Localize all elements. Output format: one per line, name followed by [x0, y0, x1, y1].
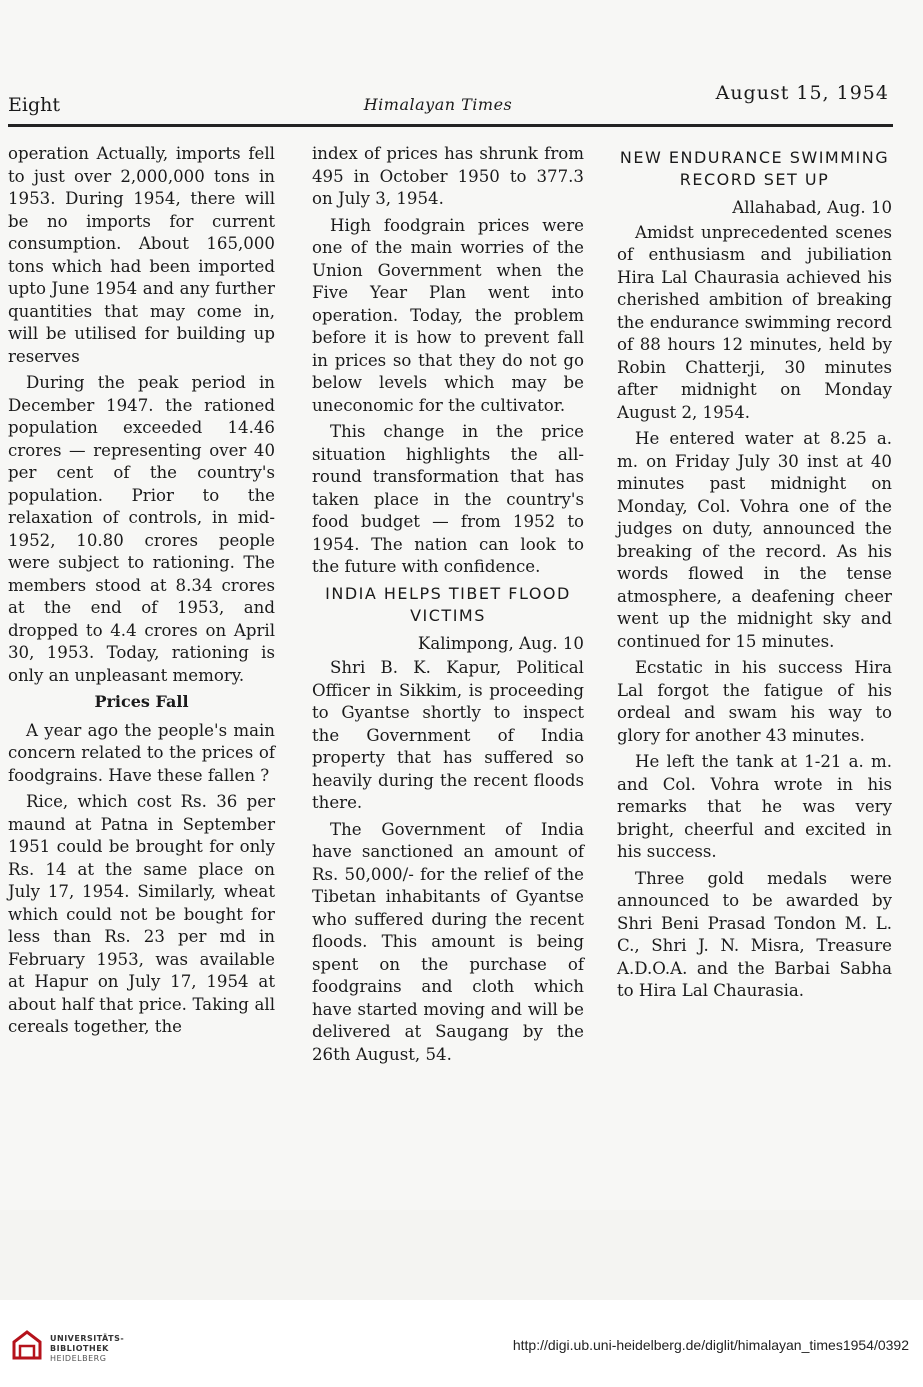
headline-swimming-record: NEW ENDURANCE SWIMMING RECORD SET UP: [619, 148, 890, 189]
issue-date: August 15, 1954: [715, 82, 889, 104]
header-rule: [8, 124, 893, 127]
library-name-line: BIBLIOTHEK: [50, 1344, 109, 1353]
article-paragraph: A year ago the people's main concern related to the prices of foodgrains. Have these fallen ?: [8, 720, 275, 785]
masthead: Himalayan Times: [363, 95, 513, 114]
article-paragraph: He left the tank at 1-21 a. m. and Col. Vohra wrote in his remarks that he was very bright, cheerful and excited in his success.: [617, 752, 892, 861]
dateline: Kalimpong, Aug. 10: [417, 633, 584, 653]
article-paragraph: Shri B. K. Kapur, Political Officer in Sikkim, is proceeding to Gyantse shortly to inspect the Government of India property that has suffered so heavily during the recent floods there.: [312, 658, 584, 812]
article-paragraph: This change in the price situation highlights the all-round transformation that has taken place in the country's food budget — from 1952 to 1954. The nation can look to the future with confidence.: [312, 422, 584, 576]
library-logo-icon: [10, 1328, 44, 1366]
article-paragraph: Amidst unprecedented scenes of enthusiasm and jubiliation Hira Lal Chaurasia achieved his cherished ambition of breaking the endurance swimming record of 88 hours 12 minutes, held by Robin Chatterji, 30 minutes after midnight on Monday August 2, 1954.: [617, 222, 892, 422]
article-paragraph: Ecstatic in his success Hira Lal forgot the fatigue of his ordeal and swam his way to glory for another 43 minutes.: [617, 658, 892, 745]
article-paragraph: High foodgrain prices were one of the main worries of the Union Government when the Five Year Plan went into operation. Today, the problem before it is how to prevent fall in prices so that they do not go below levels which may be uneconomic for the cultivator.: [312, 215, 584, 415]
footer: [0, 1300, 923, 1387]
library-name-line: UNIVERSITÄTS-: [50, 1334, 125, 1343]
page-number: Eight: [8, 94, 60, 116]
article-paragraph: During the peak period in December 1947. the rationed population exceeded 14.46 crores — representing over 40 per cent of the country's population. Prior to the relaxation of controls, in mid-1952, 10.80 crores people were subject to rationing. The members stood at 8.34 crores at the end of 1953, and dropped to 4.4 crores on April 30, 1953. Today, rationing is only an unpleasant memory.: [8, 373, 275, 685]
column-2: [312, 143, 584, 1070]
page-header: [8, 78, 889, 122]
article-paragraph: The Government of India have sanctioned an amount of Rs. 50,000/- for the relief of the Tibetan inhabitants of Gyantse who suffered during the recent floods. This amount is being spent on the purchase of foodgrains and cloth which have started moving and will be delivered at Saugang by the 26th August, 54.: [312, 819, 584, 1064]
article-paragraph: Rice, which cost Rs. 36 per maund at Patna in September 1951 could be brought for only Rs. 14 at the same place on July 17, 1954. Similarly, wheat which could not be bought for less than Rs. 23 per md in February 1953, was available at Hapur on July 17, 1954 at about half that price. Taking all cereals together, the: [8, 792, 275, 1036]
library-name-line: HEIDELBERG: [50, 1354, 107, 1363]
headline-tibet-flood: INDIA HELPS TIBET FLOOD VICTIMS: [325, 583, 571, 625]
article-paragraph: index of prices has shrunk from 495 in October 1950 to 377.3 on July 3, 1954.: [312, 144, 584, 208]
column-3: [617, 143, 892, 1007]
column-1: [8, 143, 275, 1043]
article-paragraph: operation Actually, imports fell to just over 2,000,000 tons in 1953. During 1954, there will be no imports for current consumption. About 165,000 tons which had been imported upto June 1954 and any further quantities that may come in, will be utilised for building up reserves: [8, 144, 275, 366]
subheading: Prices Fall: [94, 692, 189, 711]
article-paragraph: Three gold medals were announced to be awarded by Shri Beni Prasad Tondon M. L. C., Shri J. N. Misra, Treasure A.D.O.A. and the Barbai Sabha to Hira Lal Chaurasia.: [617, 868, 892, 1000]
article-paragraph: He entered water at 8.25 a. m. on Friday July 30 inst at 40 minutes past midnight on Monday, Col. Vohra one of the judges on duty, announced the breaking of the record. As his words flowed in the tense atmosphere, a deafening cheer went up the midnight sky and continued for 15 minutes.: [617, 429, 892, 651]
dateline: Allahabad, Aug. 10: [732, 198, 892, 217]
source-url-link[interactable]: http://digi.ub.uni-heidelberg.de/diglit/himalayan_times1954/0392: [512, 1337, 909, 1353]
library-name: [50, 1334, 124, 1364]
